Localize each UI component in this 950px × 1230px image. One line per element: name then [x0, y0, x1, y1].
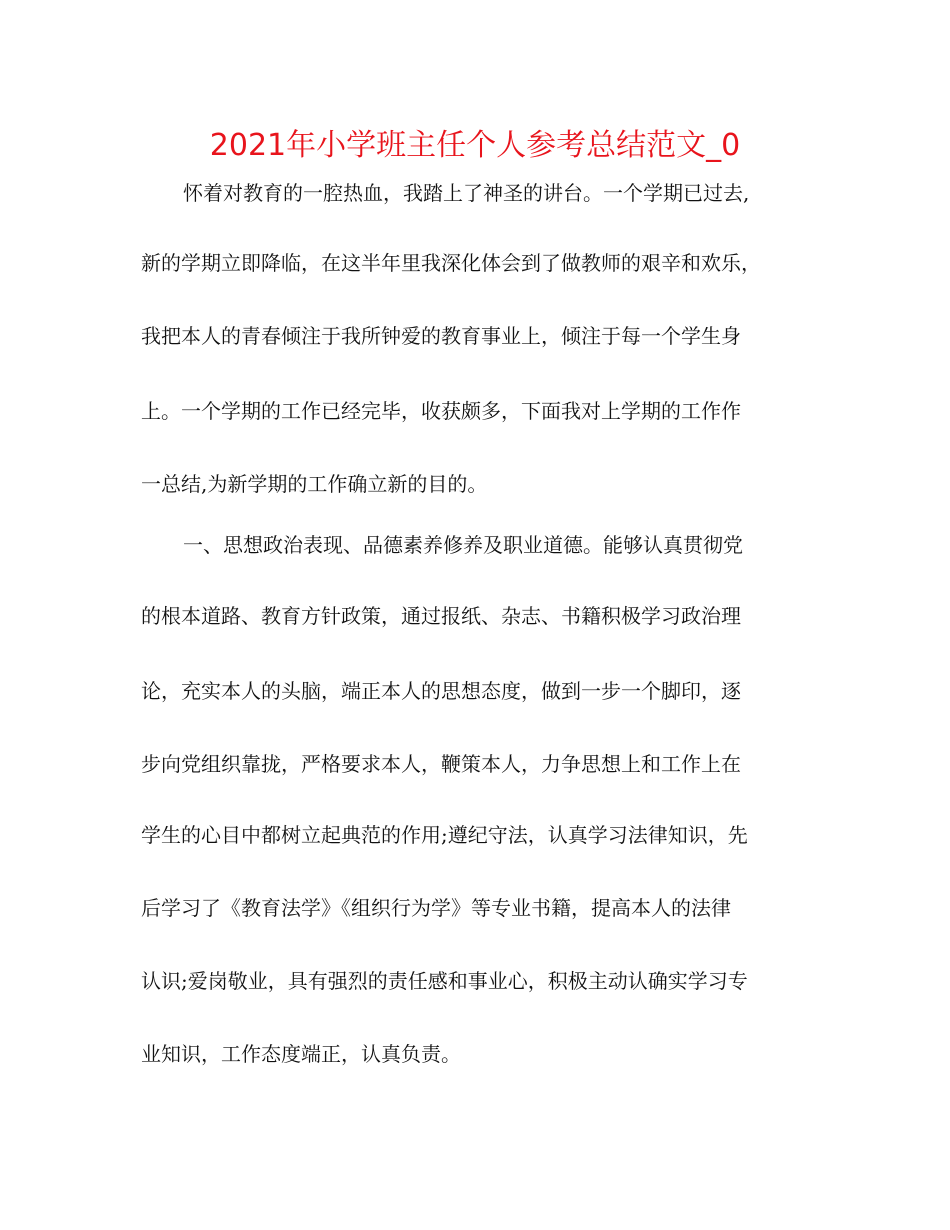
paragraph-line: 怀着对教育的一腔热血，我踏上了神圣的讲台。一个学期已过去,: [183, 181, 750, 205]
paragraph-line: 业知识，工作态度端正，认真负责。: [141, 1042, 461, 1066]
paragraph-line: 后学习了《教育法学》《组织行为学》等专业书籍，提高本人的法律: [141, 896, 731, 920]
paragraph-line: 步向党组织靠拢，严格要求本人，鞭策本人，力争思想上和工作上在: [141, 752, 741, 776]
paragraph-line: 我把本人的青春倾注于我所钟爱的教育事业上，倾注于每一个学生身: [141, 324, 741, 348]
paragraph-line: 认识;爱岗敬业，具有强烈的责任感和事业心，积极主动认确实学习专: [141, 969, 748, 993]
paragraph-line: 上。一个学期的工作已经完毕，收获颇多，下面我对上学期的工作作: [141, 399, 741, 423]
paragraph-line: 学生的心目中都树立起典范的作用;遵纪守法，认真学习法律知识，先: [141, 823, 748, 847]
paragraph-line: 一、思想政治表现、品德素养修养及职业道德。能够认真贯彻党: [183, 533, 743, 557]
paragraph-line: 一总结,为新学期的工作确立新的目的。: [141, 472, 488, 496]
document-title: 2021年小学班主任个人参考总结范文_0: [209, 128, 741, 163]
paragraph-line: 论，充实本人的头脑，端正本人的思想态度，做到一步一个脚印，逐: [141, 679, 741, 703]
paragraph-line: 新的学期立即降临，在这半年里我深化体会到了做教师的艰辛和欢乐，: [141, 251, 761, 275]
paragraph-line: 的根本道路、教育方针政策，通过报纸、杂志、书籍积极学习政治理: [141, 604, 741, 628]
